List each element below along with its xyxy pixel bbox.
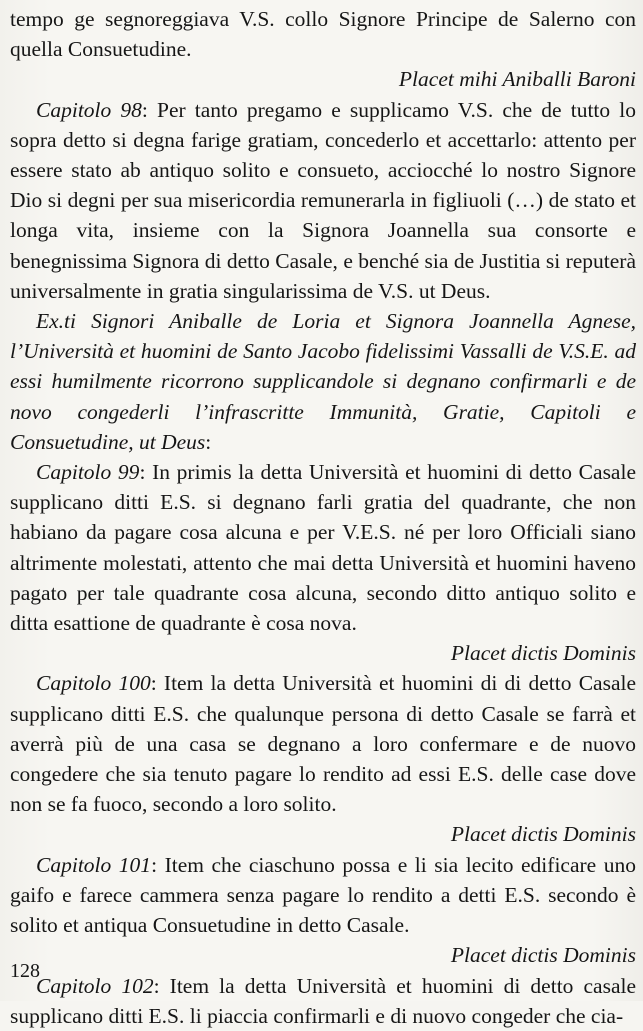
signature-line <box>10 64 636 94</box>
chapter-label: Capitolo 98 <box>36 97 142 122</box>
chapter-100 <box>10 668 636 819</box>
chapter-label: Capitolo 101 <box>36 852 152 877</box>
paragraph-continuation: tempo ge segnoreggiava V.S. collo Signore Principe de Salerno con quella Consuetudine. <box>10 7 636 62</box>
signature-text: Placet dictis Dominis <box>450 641 636 666</box>
signature-text: Placet dictis Dominis <box>450 943 636 968</box>
signature-line <box>10 819 636 849</box>
chapter-label: Capitolo 102 <box>36 973 154 998</box>
signature-line <box>10 638 636 668</box>
chapter-101 <box>10 850 636 941</box>
address-text: Ex.ti Signori Aniballe de Loria et Signora Joannella Agnese, l’Università et huomini de Santo Jacobo fidelissimi Vassalli de V.S.E. ad essi humilmente ricorrono supplicandole si degnano confirmarli e de novo congederli l’infrascritte Immunità, Gratie, Capitoli e Consuetudine, ut Deus <box>10 309 636 454</box>
chapter-99 <box>10 457 636 638</box>
chapter-text: : Per tanto pregamo e supplicamo V.S. che de tutto lo sopra detto si degna farige gratiam, concederlo et accettarlo: attento per essere stato ab antiquo solito e consueto, acciocché lo nostro Signore Dio si degni per sua misericordia remunerarla in figliuoli (…) de stato et longa vita, insieme con la Signora Joannella sua consorte e benegnissima Signora di detto Casale, e benché sia de Justitia si reputerà universalmente in gratia singularissima de V.S. ut Deus. <box>10 97 636 303</box>
chapter-label: Capitolo 100 <box>36 671 151 696</box>
signature-line <box>10 940 636 970</box>
chapter-label: Capitolo 99 <box>36 460 140 485</box>
address-colon: : <box>205 429 212 454</box>
chapter-text: : Item la detta Università et huomini di detto casale supplicano ditti E.S. li piaccia confirmarli e di nuovo congeder che cia- <box>10 973 637 1028</box>
page-body <box>10 4 636 1031</box>
chapter-text: : Item che ciaschuno possa e li sia lecito edificare uno gaifo e farece cammera senza pagare lo rendito a detti E.S. secondo è solito et antiqua Consuetudine in detto Casale. <box>10 852 636 938</box>
signature-text: Placet mihi Aniballi Baroni <box>398 67 636 92</box>
chapter-text: : In primis la detta Università et huomini di detto Casale supplicano ditti E.S. si degnano farli gratia del quadrante, che non habiano da pagare cosa alcuna e per V.E.S. né per loro Officiali siano altrimente molestati, attento che mai detta Università et huomini haveno pagato per tale quadrante cosa alcuna, secondo ditto antiquo solito e ditta esattione de quadrante è cosa nova. <box>10 460 636 636</box>
address-paragraph <box>10 306 636 457</box>
signature-text: Placet dictis Dominis <box>450 822 636 847</box>
chapter-98 <box>10 95 636 306</box>
chapter-text: : Item la detta Università et huomini di di detto Casale supplicano ditti E.S. che qualunque persona di detto Casale se farrà et averrà più de una casa se degnano a loro confermare e de nuovo congedere che sia tenuto pagare lo rendito ad essi E.S. delle case dove non se fa fuoco, secondo a loro solito. <box>10 671 636 817</box>
page-number: 128 <box>10 960 40 982</box>
